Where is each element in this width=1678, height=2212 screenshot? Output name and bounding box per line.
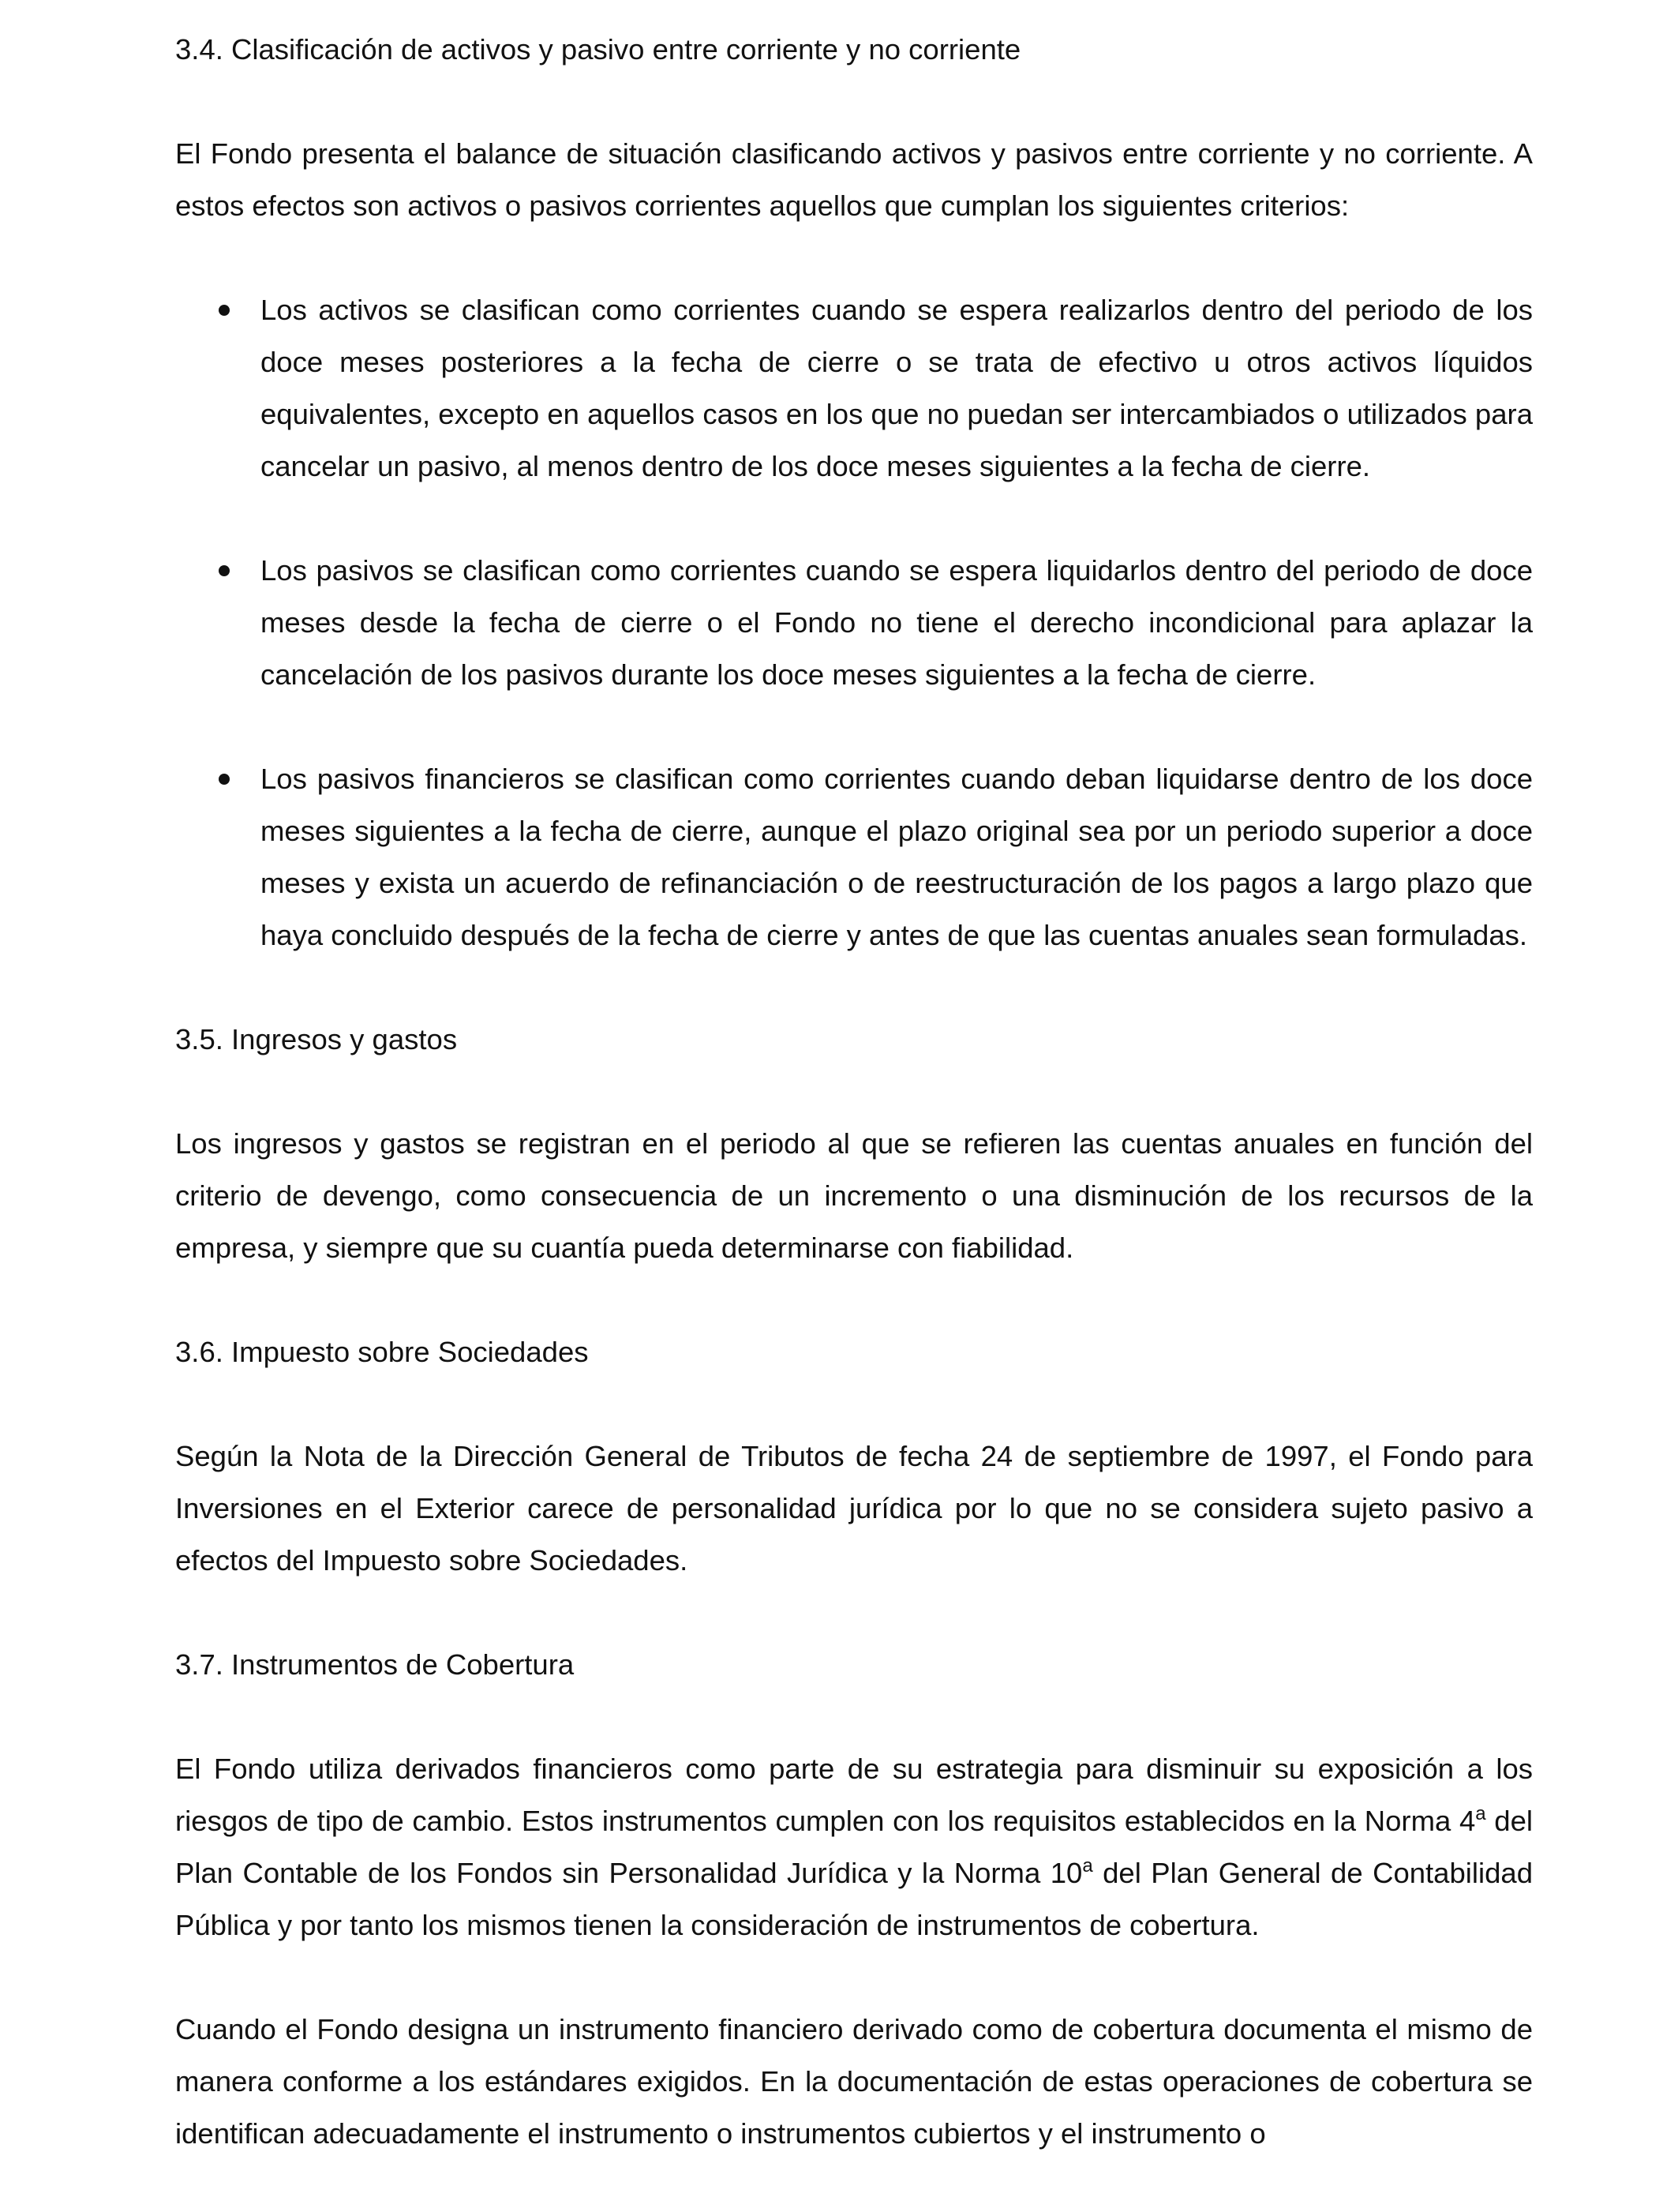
criteria-item-financial-liabilities <box>175 753 1533 962</box>
criteria-item-current-liabilities <box>175 545 1533 701</box>
criteria-item-text: Los activos se clasifican como corrientes cuando se espera realizarlos dentro del periodo de los doce meses posteriores a la fecha de cierre o se trata de efectivo u otros activos líquidos equivalentes, excepto en aquellos casos en los que no puedan ser intercambiados o utilizados para cancelar un pasivo, al menos dentro de los doce meses siguientes a la fecha de cierre. <box>260 294 1533 482</box>
paragraph-text: del Plan General de Contabilidad Pública y por tanto los mismos tienen la consideración de instrumentos de cobertura. <box>175 1857 1534 1941</box>
criteria-item-current-assets <box>175 284 1533 493</box>
section-3-4-intro: El Fondo presenta el balance de situación clasificando activos y pasivos entre corriente y no corriente. A estos efectos son activos o pasivos corrientes aquellos que cumplan los siguientes criterios: <box>175 137 1533 222</box>
section-heading-3-5: 3.5. Ingresos y gastos <box>175 1023 458 1055</box>
document-page <box>175 24 1533 2212</box>
section-3-7-paragraph-1 <box>175 1743 1533 1951</box>
paragraph-text: del Plan Contable de los Fondos sin Personalidad Jurídica y la Norma 10 <box>175 1805 1533 1889</box>
section-heading-3-6: 3.6. Impuesto sobre Sociedades <box>175 1336 589 1368</box>
section-heading-3-4: 3.4. Clasificación de activos y pasivo entre corriente y no corriente <box>175 33 1021 66</box>
bullet-icon <box>219 305 230 316</box>
bullet-icon <box>219 565 230 576</box>
bullet-icon <box>219 774 230 785</box>
paragraph-text: El Fondo utiliza derivados financieros como parte de su estrategia para disminuir su exposición a los riesgos de tipo de cambio. Estos instrumentos cumplen con los requisitos establecidos en la Norma 4 <box>175 1753 1533 1837</box>
superscript-ordinal: a <box>1082 1855 1093 1876</box>
superscript-ordinal: a <box>1475 1803 1486 1824</box>
section-3-5-body: Los ingresos y gastos se registran en el periodo al que se refieren las cuentas anuales en función del criterio de devengo, como consecuencia de un incremento o una disminución de los recursos de la empresa, y siempre que su cuantía pueda determinarse con fiabilidad. <box>175 1127 1533 1264</box>
section-3-7-paragraph-2: Cuando el Fondo designa un instrumento financiero derivado como de cobertura documenta el mismo de manera conforme a los estándares exigidos. En la documentación de estas operaciones de cobertura se identifican adecuadamente el instrumento o instrumentos cubiertos y el instrumento o <box>175 2013 1533 2150</box>
section-3-6-body: Según la Nota de la Dirección General de Tributos de fecha 24 de septiembre de 1997, el Fondo para Inversiones en el Exterior carece de personalidad jurídica por lo que no se considera sujeto pasivo a efectos del Impuesto sobre Sociedades. <box>175 1440 1533 1577</box>
criteria-item-text: Los pasivos financieros se clasifican como corrientes cuando deban liquidarse dentro de los doce meses siguientes a la fecha de cierre, aunque el plazo original sea por un periodo superior a doce meses y exista un acuerdo de refinanciación o de reestructuración de los pagos a largo plazo que haya concluido después de la fecha de cierre y antes de que las cuentas anuales sean formuladas. <box>260 763 1533 951</box>
section-heading-3-7: 3.7. Instrumentos de Cobertura <box>175 1648 575 1681</box>
criteria-list <box>175 284 1533 962</box>
criteria-item-text: Los pasivos se clasifican como corrientes cuando se espera liquidarlos dentro del periodo de doce meses desde la fecha de cierre o el Fondo no tiene el derecho incondicional para aplazar la cancelación de los pasivos durante los doce meses siguientes a la fecha de cierre. <box>260 554 1533 691</box>
